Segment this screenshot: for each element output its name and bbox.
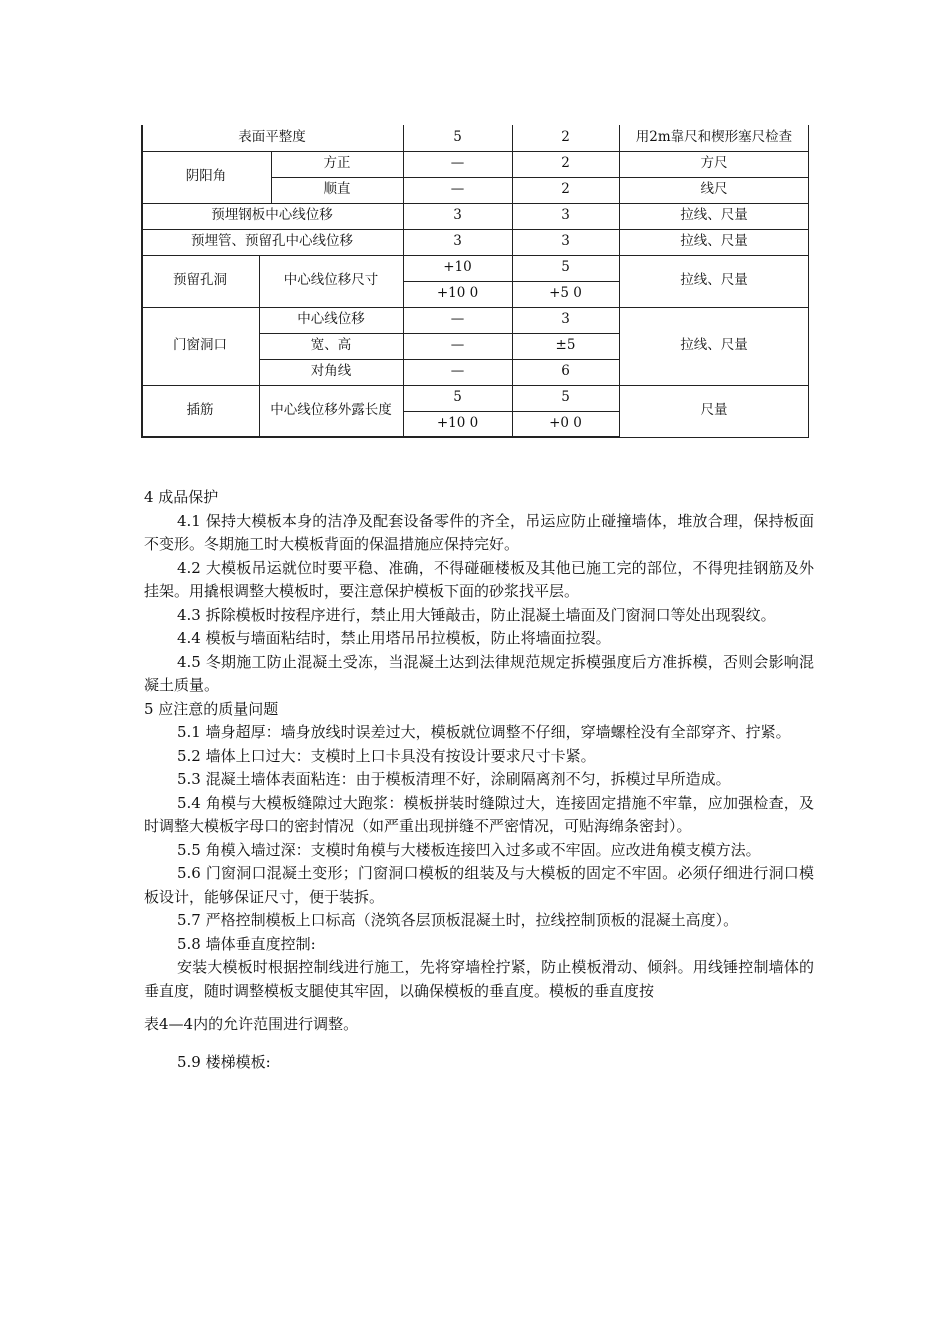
table-cell: 3	[561, 207, 570, 224]
table-cell: 拉线、尺量	[680, 272, 748, 289]
table-cell: —	[450, 363, 465, 380]
paragraph: 4.3 拆除模板时按程序进行，禁止用大锤敲击，防止混凝土墙面及门窗洞口等处出现裂纹。	[177, 605, 776, 624]
paragraph: 4.4 模板与墙面粘结时，禁止用塔吊吊拉模板，防止将墙面拉裂。	[177, 629, 611, 647]
table-cell: 中心线位移	[297, 311, 365, 328]
table-cell: +0 0	[549, 415, 582, 432]
table-cell: 5	[561, 259, 570, 276]
table-cell: 5	[561, 389, 570, 406]
table-cell: 阴阳角	[185, 168, 227, 185]
table-cell: 用2m靠尺和楔形塞尺检查	[635, 129, 793, 146]
table-cell: 插筋	[186, 402, 214, 419]
document-body	[144, 486, 814, 1074]
table-cell: 对角线	[310, 363, 352, 380]
table-cell: 2	[561, 181, 570, 198]
section-heading: 4 成品保护	[144, 488, 219, 506]
table-cell: 预埋管、预留孔中心线位移	[191, 233, 353, 250]
paragraph: 5.8 墙体垂直度控制:	[177, 934, 316, 953]
table-cell: 宽、高	[310, 337, 352, 354]
paragraph: 5.2 墙体上口过大：支模时上口卡具没有按设计要求尺寸卡紧。	[177, 746, 596, 765]
paragraph: 5.6 门窗洞口混凝土变形；门窗洞口模板的组装及与大模板的固定不牢固。必须仔细进行洞口模板设计，能够保证尺寸，便于装拆。	[144, 864, 814, 906]
paragraph: 5.3 混凝土墙体表面粘连：由于模板清理不好，涂刷隔离剂不匀，拆模过早所造成。	[177, 770, 731, 788]
paragraph: 5.1 墙身超厚：墙身放线时误差过大，模板就位调整不仔细，穿墙螺栓没有全部穿齐、拧紧。	[177, 723, 791, 741]
paragraph: 5.7 严格控制模板上口标高（浇筑各层顶板混凝土时，拉线控制顶板的混凝土高度）。	[177, 911, 739, 929]
tolerance-table	[141, 125, 809, 438]
table-rule	[619, 437, 809, 438]
section-heading: 5 应注意的质量问题	[144, 699, 279, 718]
table-cell: 预留孔洞	[173, 272, 227, 289]
table-cell: 方尺	[700, 155, 728, 172]
table-cell: —	[450, 155, 465, 172]
table-cell: +5 0	[549, 285, 582, 302]
table-cell: —	[450, 337, 465, 354]
table-cell: 2	[561, 129, 570, 146]
table-cell: 5	[453, 129, 462, 146]
paragraph: 表4—4内的允许范围进行调整。	[144, 1015, 359, 1033]
table-cell: +10	[443, 259, 472, 276]
table-cell: 线尺	[700, 181, 728, 198]
table-cell: 3	[453, 233, 462, 250]
table-cell: 拉线、尺量	[680, 337, 748, 354]
paragraph: 5.4 角模与大模板缝隙过大跑浆：模板拼装时缝隙过大，连接固定措施不牢靠，应加强检查，及时调整大模板字母口的密封情况（如严重出现拼缝不严密情况，可贴海绵条密封）。	[144, 793, 814, 835]
table-cell: 尺量	[700, 402, 728, 419]
table-cell: 表面平整度	[238, 129, 306, 146]
table-cell: 5	[453, 389, 462, 406]
paragraph: 安装大模板时根据控制线进行施工，先将穿墙栓拧紧，防止模板滑动、倾斜。用线锤控制墙体的垂直度，随时调整模板支腿使其牢固，以确保模板的垂直度。模板的垂直度按	[144, 958, 814, 1000]
table-cell: 6	[561, 363, 570, 380]
table-cell: 门窗洞口	[173, 337, 227, 354]
table-cell: 顺直	[323, 181, 351, 198]
table-cell: 中心线位移尺寸	[283, 272, 379, 289]
table-cell: 3	[453, 207, 462, 224]
paragraph: 5.9 楼梯模板:	[177, 1052, 271, 1071]
table-cell: 3	[561, 233, 570, 250]
paragraph: 4.2 大模板吊运就位时要平稳、准确，不得碰砸楼板及其他已施工完的部位，不得兜挂钢筋及外挂架。用撬根调整大模板时，要注意保护模板下面的砂浆找平层。	[144, 558, 814, 600]
table-cell: 3	[561, 311, 570, 328]
table-cell: 拉线、尺量	[680, 207, 748, 224]
table-cell: —	[450, 311, 465, 328]
table-cell: +10 0	[436, 415, 479, 432]
paragraph: 5.5 角模入墙过深：支模时角模与大楼板连接凹入过多或不牢固。应改进角模支模方法。	[177, 840, 761, 859]
table-cell: —	[450, 181, 465, 198]
table-cell: +10 0	[436, 285, 479, 302]
paragraph: 4.5 冬期施工防止混凝土受冻，当混凝土达到法律规范规定拆模强度后方准拆模，否则会影响混凝土质量。	[144, 652, 814, 694]
table-cell: 方正	[323, 155, 351, 172]
table-cell: 2	[561, 155, 570, 172]
table-cell: 中心线位移外露长度	[270, 402, 392, 419]
table-cell: 预埋钢板中心线位移	[211, 207, 333, 224]
table-cell: ±5	[555, 337, 576, 354]
table-cell: 拉线、尺量	[680, 233, 748, 250]
paragraph: 4.1 保持大模板本身的洁净及配套设备零件的齐全，吊运应防止碰撞墙体，堆放合理，保持板面不变形。冬期施工时大模板背面的保温措施应保持完好。	[144, 511, 814, 553]
